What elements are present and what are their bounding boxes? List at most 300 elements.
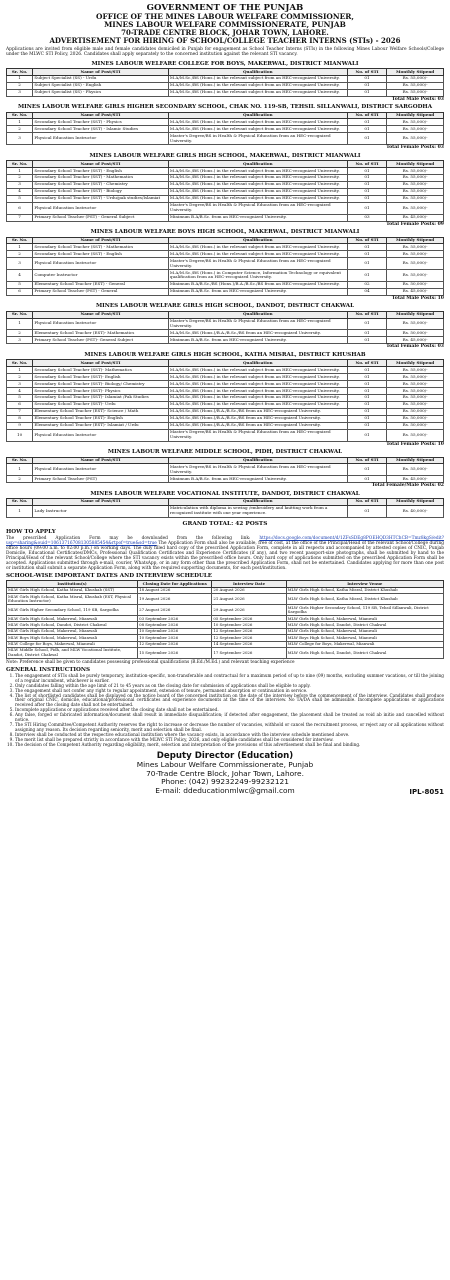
schedule-cell: 10 September 2026 <box>138 635 212 641</box>
cell-name: Secondary School Teacher (SST) - Biology <box>33 188 168 195</box>
cell-stipend: Rs. 55,000/- <box>387 202 444 214</box>
schedule-cell: 12 September 2026 <box>138 641 212 647</box>
cell-name: Secondary School Teacher (SST) - Physics <box>33 119 168 126</box>
cell-name: Physical Education Instructor <box>33 133 168 145</box>
cell-no: 01 <box>347 387 386 394</box>
column-header-qual: Qualification <box>168 237 347 244</box>
posts-header-row <box>7 237 444 244</box>
cell-no: 01 <box>347 429 386 441</box>
cell-qual: M.A/M.Sc./BS (Hons.) in the relevant subject from an HEC-recognized University. <box>168 394 347 401</box>
cell-sr: 7 <box>7 214 33 221</box>
header-line-1: GOVERNMENT OF THE PUNJAB <box>146 3 304 13</box>
table-row <box>7 288 444 295</box>
cell-stipend: Rs. 45,000/- <box>387 476 444 483</box>
table-row <box>7 429 444 441</box>
how-to-apply <box>6 529 444 572</box>
cell-no: 01 <box>347 270 386 282</box>
cell-sr: 2 <box>7 373 33 380</box>
cell-stipend: Rs. 55,000/- <box>387 133 444 145</box>
cell-no: 01 <box>347 258 386 270</box>
instruction-item: 9. The merit list shall be prepared strictly in accordance with the MLWC STI Policy, 2026, and only eligible candidates shall be considered for interview. <box>15 738 444 743</box>
column-header-no: No. of STI <box>347 112 386 119</box>
cell-no: 01 <box>347 330 386 337</box>
cell-qual: M.A/M.Sc./BS (Hons.)/B.A./B.Sc./BS from an HEC-recognized University. <box>168 422 347 429</box>
cell-sr: 7 <box>7 408 33 415</box>
table-row <box>7 119 444 126</box>
schedule-cell: 17 September 2026 <box>212 647 286 658</box>
cell-no: 01 <box>347 202 386 214</box>
cell-stipend: Rs. 50,000/- <box>387 415 444 422</box>
cell-qual: M.A/M.Sc./BS (Hons.) in the relevant subject from an HEC-recognized University. <box>168 366 347 373</box>
cell-no: 01 <box>347 181 386 188</box>
cell-sr: 1 <box>7 505 33 517</box>
cell-qual: M.A/M.Sc./BS (Hons.) in the relevant subject from an HEC-recognized University. <box>168 75 347 82</box>
column-header-sr: Sr. No. <box>7 311 33 318</box>
table-row <box>7 366 444 373</box>
schedule-cell: MLW Girls High School, Dandot, District Chakwal <box>286 647 443 658</box>
cell-qual: Minimum B.A/B.Sc. from an HEC-recognized University. <box>168 337 347 344</box>
cell-name: Physical Education Instructor <box>33 318 168 330</box>
cell-name: Secondary School Teacher (SST)- English <box>33 373 168 380</box>
table-row <box>7 647 444 658</box>
cell-stipend: Rs. 45,000/- <box>387 337 444 344</box>
section-5 <box>6 303 444 349</box>
schedule-cell: 21 August 2026 <box>212 594 286 605</box>
cell-stipend: Rs. 55,000/- <box>387 244 444 251</box>
posts-table <box>6 237 444 296</box>
cell-stipend: Rs. 50,000/- <box>387 330 444 337</box>
schedule-cell: 05 September 2026 <box>212 616 286 622</box>
schedule-cell: MLW Girls High School, Katha Misral, District Khushab <box>286 587 443 593</box>
cell-qual: M.A/M.Sc./BS (Hons.) in the relevant subject from an HEC-recognized University. <box>168 89 347 96</box>
instruction-item: 5. Incomplete applications or applications received after the closing date shall not be entertained. <box>15 708 444 713</box>
section-title: MINES LABOUR WELFARE GIRLS HIGH SCHOOL, KATHA MISRAL, DISTRICT KHUSHAB <box>84 351 366 358</box>
cell-no: 01 <box>347 337 386 344</box>
schedule-cell: 20 August 2026 <box>212 587 286 593</box>
cell-qual: M.A/M.Sc./BS (Hons.) in the relevant subject from an HEC-recognized University. <box>168 82 347 89</box>
column-header-stipend: Monthly Stipend <box>387 161 444 168</box>
cell-name: Secondary School Teacher (SST) - English <box>33 167 168 174</box>
column-header-qual: Qualification <box>168 360 347 367</box>
cell-name: Subject Specialist (SS) - English <box>33 82 168 89</box>
cell-no: 01 <box>347 476 386 483</box>
section-total: Total Female Posts: 03 <box>386 145 444 151</box>
section-7 <box>6 449 444 488</box>
cell-sr: 6 <box>7 202 33 214</box>
cell-sr: 1 <box>7 75 33 82</box>
cell-stipend: Rs. 55,000/- <box>387 89 444 96</box>
table-row <box>7 587 444 593</box>
instruction-item: 10. The decision of the Competent Authority regarding eligibility, merit, selection and interpretation of the provisions of this advertisement shall be final and binding. <box>15 743 444 748</box>
cell-qual: M.A/M.Sc./BS (Hons.) in the relevant subject from an HEC-recognized University. <box>168 126 347 133</box>
column-header-sr: Sr. No. <box>7 112 33 119</box>
how-to-apply-body: The Application Form shall also be available, free of cost, at the office of the Principal/Head of the relevant School/College during office hours (09:00 a.m. to 02:00 p.m.) on working days. The duly filled hard copy of the prescribed Application Form, complete in all respects and accompanied by attested copies of CNIC, Punjab Domicile, Educational Certificates/DMCs, Professional Qualification Certificates and Experience Certificates (if any), and two recent passport-size photographs, shall be submitted by hand to the Principal/Head of the relevant School/College where the STI vacancy exists within the prescribed office hours. Only hard copy of applications submitted on the prescribed Application Form shall be accepted. Applications submitted through e-mail, courier, WhatsApp, or in any form other than the prescribed Application Form, shall not be entertained. Candidates applying for more than one post or institution shall submit a separate Application Form, along with the required supporting documents, for each post/institution. <box>6 540 444 572</box>
cell-qual: Minimum B.A/B.Sc. from an HEC-recognized University. <box>168 476 347 483</box>
cell-name: Elementary School Teacher (EST)- Science / Math <box>33 408 168 415</box>
cell-stipend: Rs. 55,000/- <box>387 167 444 174</box>
table-row <box>7 422 444 429</box>
table-row <box>7 181 444 188</box>
header <box>6 4 444 45</box>
column-header-name: Name of Post/STI <box>33 360 168 367</box>
cell-sr: 2 <box>7 82 33 89</box>
cell-no: 01 <box>347 380 386 387</box>
intro-paragraph: Applications are invited from eligible male and female candidates domiciled in Punjab for engagement as School Teacher Interns (STIs) in the following Mines Labour Welfare Schools/College under the MLWC STI Policy, 2026. Candidates shall apply separately to the concerned institution against the relevant STI vacancy. <box>6 47 444 58</box>
cell-no: 01 <box>347 195 386 202</box>
cell-qual: M.A/M.Sc./BS (Hons.) in the relevant subject from an HEC-recognized University. <box>168 188 347 195</box>
table-row <box>7 167 444 174</box>
cell-sr: 1 <box>7 119 33 126</box>
section-title: MINES LABOUR WELFARE GIRLS HIGH SCHOOL, DANDOT, DISTRICT CHAKWAL <box>95 303 355 310</box>
cell-qual: M.A/M.Sc./BS (Hons.) in the relevant subject from an HEC-recognized University. <box>168 401 347 408</box>
cell-qual: M.A/M.Sc./BS (Hons.)/B.A./B.Sc./BS from an HEC-recognized University. <box>168 330 347 337</box>
cell-qual: M.A/M.Sc./BS (Hons.) in the relevant subject from an HEC-recognized University. <box>168 174 347 181</box>
posts-header-row <box>7 112 444 119</box>
table-row <box>7 318 444 330</box>
column-header-name: Name of Post/STI <box>33 498 168 505</box>
table-row <box>7 244 444 251</box>
cell-name: Elementary School Teacher (EST)- Mathematics <box>33 330 168 337</box>
cell-no: 01 <box>347 318 386 330</box>
table-row <box>7 505 444 517</box>
cell-name: Elementary School Teacher (EST)- Islamiat / Urdu <box>33 422 168 429</box>
schedule-body <box>7 587 444 658</box>
posts-header-row <box>7 457 444 464</box>
cell-qual: Master's Degree/BS in Health & Physical Education from an HEC-recognized University. <box>168 202 347 214</box>
schedule-cell: 12 September 2026 <box>212 628 286 634</box>
instruction-item: 1. The engagement of STIs shall be purely temporary, institution-specific, non-transferable and contractual for a maximum period of up to nine (09) months, excluding summer vacations, or till the joining of a regular incumbent, whichever is earlier. <box>15 674 444 684</box>
table-row <box>7 415 444 422</box>
cell-name: Primary School Teacher (PST) - General <box>33 288 168 295</box>
cell-no: 01 <box>347 119 386 126</box>
cell-name: Elementary School Teacher (EST)- English <box>33 415 168 422</box>
table-row <box>7 387 444 394</box>
cell-sr: 5 <box>7 394 33 401</box>
how-to-apply-text <box>6 536 444 572</box>
schedule-column-header: Institution(s) <box>7 581 138 588</box>
cell-sr: 5 <box>7 281 33 288</box>
cell-qual: Master's Degree/BS in Health & Physical Education from an HEC-recognized University. <box>168 464 347 476</box>
cell-name: Elementary School Teacher (EST) - General <box>33 281 168 288</box>
cell-stipend: Rs. 55,000/- <box>387 195 444 202</box>
table-row <box>7 394 444 401</box>
advertisement-page <box>6 0 444 796</box>
cell-name: Secondary School Teacher (SST) - Mathematics <box>33 244 168 251</box>
schedule-cell: MLW Girls High School, Katha Misral, Khushab (SST) <box>7 587 138 593</box>
cell-no: 01 <box>347 133 386 145</box>
column-header-no: No. of STI <box>347 161 386 168</box>
posts-header-row <box>7 498 444 505</box>
cell-sr: 1 <box>7 167 33 174</box>
cell-name: Computer Instructor <box>33 270 168 282</box>
cell-no: 01 <box>347 366 386 373</box>
section-title: MINES LABOUR WELFARE VOCATIONAL INSTITUTE, DANDOT, DISTRICT CHAKWAL <box>90 490 360 497</box>
cell-stipend: Rs. 45,000/- <box>387 214 444 221</box>
cell-name: Secondary School Teacher (SST) - Islamic Studies <box>33 126 168 133</box>
instruction-item: 6. Any false, forged or fabricated information/document shall result in immediate disqualification; if detected after engagement, the placement shall be treated as void ab initio and cancelled without notice. <box>15 713 444 723</box>
cell-qual: M.A/M.Sc./BS (Hons.) in the relevant subject from an HEC-recognized University. <box>168 251 347 258</box>
cell-no: 01 <box>347 244 386 251</box>
schedule-cell: MLW Girls High School, Makerwal, Mianwali <box>286 616 443 622</box>
table-row <box>7 174 444 181</box>
cell-qual: M.A/M.Sc./BS (Hons.) in the relevant subject from an HEC-recognized University. <box>168 387 347 394</box>
schedule-cell: MLW Boys High School, Makerwal, Mianwali <box>7 635 138 641</box>
posts-header-row <box>7 161 444 168</box>
column-header-no: No. of STI <box>347 457 386 464</box>
cell-no: 01 <box>347 415 386 422</box>
cell-sr: 1 <box>7 464 33 476</box>
table-row <box>7 281 444 288</box>
instruction-item: 7. The STI Hiring Committee/Competent Authority reserves the right to increase or decrease the number of vacancies, withhold or cancel the recruitment process, or reject any or all applications without assigning any reason. Its decision regarding seniority, merit and selection shall be final. <box>15 723 444 733</box>
cell-name: Physical Education Instructor <box>33 258 168 270</box>
cell-sr: 4 <box>7 387 33 394</box>
cell-stipend: Rs. 55,000/- <box>387 126 444 133</box>
column-header-name: Name of Post/STI <box>33 457 168 464</box>
footer-title: Deputy Director (Education) <box>156 750 294 761</box>
cell-no: 01 <box>347 394 386 401</box>
cell-sr: 2 <box>7 174 33 181</box>
cell-name: Subject Specialist (SS) - Physics <box>33 89 168 96</box>
schedule-cell: MLW Girls High School, Katha Misral, Khushab (EST, Physical Education Instructor) <box>7 594 138 605</box>
cell-sr: 10 <box>7 429 33 441</box>
cell-name: Physical Education Instructor <box>33 202 168 214</box>
cell-name: Primary School Teacher (PST) <box>33 476 168 483</box>
cell-stipend: Rs. 55,000/- <box>387 258 444 270</box>
column-header-stipend: Monthly Stipend <box>387 498 444 505</box>
schedule-cell: 29 August 2026 <box>212 605 286 616</box>
cell-no: 01 <box>347 464 386 476</box>
cell-qual: M.A/M.Sc./BS (Hons.)/B.A./B.Sc./BS from an HEC-recognized University. <box>168 408 347 415</box>
cell-sr: 1 <box>7 244 33 251</box>
cell-no: 01 <box>347 89 386 96</box>
cell-name: Physical Education Instructor <box>33 464 168 476</box>
column-header-name: Name of Post/STI <box>33 311 168 318</box>
posts-table <box>6 112 444 146</box>
cell-stipend: Rs. 55,000/- <box>387 394 444 401</box>
table-row <box>7 258 444 270</box>
table-row <box>7 270 444 282</box>
cell-name: Secondary School Teacher (SST) - Urdu/pak studies/Islamiat <box>33 195 168 202</box>
footer-address-1: Mines Labour Welfare Commissionerate, Punjab <box>136 760 314 770</box>
ipl-code: IPL-8051 <box>409 787 444 796</box>
cell-stipend: Rs. 55,000/- <box>387 188 444 195</box>
cell-qual: M.A/M.Sc./BS (Hons.) in the relevant subject from an HEC-recognized University. <box>168 119 347 126</box>
cell-sr: 3 <box>7 337 33 344</box>
posts-table <box>6 498 444 518</box>
column-header-name: Name of Post/STI <box>33 161 168 168</box>
cell-sr: 4 <box>7 188 33 195</box>
cell-stipend: Rs. 50,000/- <box>387 281 444 288</box>
section-total: Total Male Posts: 03 <box>391 96 444 102</box>
column-header-stipend: Monthly Stipend <box>387 360 444 367</box>
cell-name: Subject Specialist (SS) - Urdu <box>33 75 168 82</box>
cell-name: Secondary School Teacher (SST) - Chemistry <box>33 181 168 188</box>
cell-stipend: Rs. 55,000/- <box>387 174 444 181</box>
cell-no: 01 <box>347 75 386 82</box>
schedule-title: SCHOOL-WISE IMPORTANT DATES AND INTERVIEW SCHEDULE <box>6 573 213 580</box>
cell-stipend: Rs. 55,000/- <box>387 387 444 394</box>
cell-name: Lady Instructor <box>33 505 168 517</box>
general-instructions-list <box>6 674 444 748</box>
cell-no: 01 <box>347 82 386 89</box>
cell-name: Secondary School Teacher (SST)- Physics <box>33 387 168 394</box>
header-line-2: OFFICE OF THE MINES LABOUR WELFARE COMMISSIONER, <box>96 12 354 21</box>
posts-sections <box>6 61 444 518</box>
schedule-cell: MLW Girls High School, Dandot, District Chakwal <box>286 622 443 628</box>
cell-name: Secondary School Teacher (SST)- Urdu <box>33 401 168 408</box>
cell-sr: 3 <box>7 181 33 188</box>
cell-sr: 3 <box>7 258 33 270</box>
cell-sr: 5 <box>7 195 33 202</box>
schedule-cell: 12 September 2026 <box>212 635 286 641</box>
schedule-table <box>6 580 444 659</box>
cell-stipend: Rs. 55,000/- <box>387 181 444 188</box>
section-title: MINES LABOUR WELFARE BOYS HIGH SCHOOL, MAKERWAL, DISTRICT MIANWALI <box>90 229 360 236</box>
cell-no: 01 <box>347 174 386 181</box>
cell-no: 01 <box>347 373 386 380</box>
cell-no: 01 <box>347 408 386 415</box>
cell-stipend: Rs. 55,000/- <box>387 464 444 476</box>
section-total: Total Female Posts: 03 <box>386 344 444 350</box>
how-to-apply-lead: The prescribed Application Form may be downloaded from the following link: <box>6 535 251 541</box>
cell-sr: 6 <box>7 288 33 295</box>
section-2 <box>6 104 444 150</box>
schedule-cell: MLW College for Boys, Makerwal, Mianwali <box>286 641 443 647</box>
cell-qual: M.A/M.Sc./BS (Hons.) in the relevant subject from an HEC-recognized University. <box>168 167 347 174</box>
cell-qual: Master's Degree/BS in Health & Physical Education from an HEC-recognized University. <box>168 258 347 270</box>
cell-stipend: Rs. 55,000/- <box>387 82 444 89</box>
cell-sr: 8 <box>7 415 33 422</box>
cell-stipend: Rs. 50,000/- <box>387 422 444 429</box>
cell-sr: 3 <box>7 89 33 96</box>
column-header-no: No. of STI <box>347 360 386 367</box>
cell-name: Primary School Teacher (PST) - General Subject <box>33 214 168 221</box>
table-row <box>7 251 444 258</box>
schedule-column-header: Interview Venue <box>286 581 443 588</box>
column-header-stipend: Monthly Stipend <box>387 457 444 464</box>
cell-qual: M.A/M.Sc./BS (Hons.) in the relevant subject from an HEC-recognized University. <box>168 244 347 251</box>
general-instructions <box>6 667 444 748</box>
table-row <box>7 380 444 387</box>
section-title: MINES LABOUR WELFARE COLLEGE FOR BOYS, MAKERWAL, DISTRICT MIANWALI <box>91 60 359 67</box>
cell-qual: M.A/M.Sc./BS (Hons.) in the relevant subject from an HEC-recognized University. <box>168 181 347 188</box>
posts-header-row <box>7 69 444 76</box>
section-total: Total Female/Male Posts: 02 <box>371 483 444 489</box>
interview-schedule <box>6 573 444 659</box>
grand-total: GRAND TOTAL: 42 POSTS <box>182 520 268 527</box>
footer-email[interactable]: E-mail: ddeducationmlwc@gmail.com <box>155 785 295 795</box>
column-header-no: No. of STI <box>347 498 386 505</box>
cell-no: 01 <box>347 188 386 195</box>
cell-name: Secondary School Teacher (SST) - English <box>33 251 168 258</box>
cell-stipend: Rs. 55,000/- <box>387 119 444 126</box>
table-row <box>7 133 444 145</box>
cell-no: 01 <box>347 167 386 174</box>
section-total: Total Male Posts: 10 <box>391 295 444 301</box>
instruction-item: 8. Interview shall be conducted at the respective educational institution where the vacancy exists, in accordance with the interview schedule mentioned above. <box>15 733 444 738</box>
column-header-no: No. of STI <box>347 237 386 244</box>
header-line-3: MINES LABOUR WELFARE COMMISSIONERATE, PUNJAB <box>104 20 346 30</box>
column-header-sr: Sr. No. <box>7 69 33 76</box>
footer <box>6 752 444 796</box>
cell-no: 04 <box>347 288 386 295</box>
schedule-column-header: Interview Date <box>212 581 286 588</box>
cell-no: 01 <box>347 422 386 429</box>
column-header-qual: Qualification <box>168 311 347 318</box>
section-3 <box>6 153 444 227</box>
schedule-cell: MLW Middle School, Pidh, and MLW Vocational Institute, Dandot, District Chakwal <box>7 647 138 658</box>
table-row <box>7 401 444 408</box>
table-row <box>7 408 444 415</box>
footer-address-2: 70-Trade Centre Block, Johar Town, Lahore. <box>146 768 304 778</box>
general-instructions-title: GENERAL INSTRUCTIONS <box>6 666 91 673</box>
column-header-name: Name of Post/STI <box>33 112 168 119</box>
posts-table <box>6 359 444 441</box>
section-total: Total Female Posts: 10 <box>386 441 444 447</box>
cell-stipend: Rs. 55,000/- <box>387 251 444 258</box>
table-row <box>7 75 444 82</box>
cell-no: 02 <box>347 281 386 288</box>
cell-qual: Matriculation with diploma in sewing /embroidery and knitting work from a recognized institute with one year experience. <box>168 505 347 517</box>
cell-name: Secondary School Teacher (SST) - Mathematics <box>33 174 168 181</box>
cell-qual: M.A/M.Sc./BS (Hons.) in the relevant subject from an HEC-recognized University. <box>168 195 347 202</box>
instruction-item: 2. Only candidates falling within the age limit of 21 to 45 years as on the closing date for submission of applications shall be eligible to apply. <box>15 684 444 689</box>
table-row <box>7 214 444 221</box>
application-form-link[interactable]: https://docs.google.com/document/d/1ZFsSDEg8POEHQD3HTChCB=Tmz8kgS/edit?usp=sharing&ouid=106137167081305885454&rtpof=true&sd=true <box>6 535 444 546</box>
schedule-cell: MLW Girls Higher Secondary School, 119 SB, Tehsil Sillanwali, District Sargodha <box>286 605 443 616</box>
cell-stipend: Rs. 55,000/- <box>387 75 444 82</box>
section-total: Total Female Posts: 09 <box>386 221 444 227</box>
posts-table <box>6 160 444 221</box>
posts-table <box>6 311 444 345</box>
table-row <box>7 82 444 89</box>
cell-qual: M.A/M.Sc./BS (Hons.) in the relevant subject from an HEC-recognized University. <box>168 373 347 380</box>
section-title: MINES LABOUR WELFARE GIRLS HIGHER SECONDARY SCHOOL, CHAK NO. 119-SB, TEHSIL SILLANWALI, DISTRICT SARGODHA <box>17 104 433 111</box>
posts-table <box>6 457 444 484</box>
cell-sr: 4 <box>7 270 33 282</box>
posts-header-row <box>7 311 444 318</box>
schedule-cell: MLW Girls High School, Makerwal, Mianwali <box>286 628 443 634</box>
cell-stipend: Rs. 55,000/- <box>387 270 444 282</box>
schedule-cell: MLW Girls High School, Makerwal, Mianwali <box>7 616 138 622</box>
cell-stipend: Rs. 40,000/- <box>387 505 444 517</box>
cell-name: Secondary School Teacher (SST)- Mathematics <box>33 366 168 373</box>
cell-stipend: Rs. 45,000/- <box>387 288 444 295</box>
schedule-cell: MLW College for Boys, Makerwal, Mianwali <box>7 641 138 647</box>
cell-qual: M.A/M.Sc./BS (Hons.) in Computer Science, Information Technology or equivalent qualification from an HEC-recognized University. <box>168 270 347 282</box>
section-title: MINES LABOUR WELFARE GIRLS HIGH SCHOOL, MAKERWAL, DISTRICT MIANWALI <box>89 152 361 159</box>
column-header-qual: Qualification <box>168 457 347 464</box>
cell-qual: M.A/M.Sc./BS (Hons.)/B.A./B.Sc./BS from an HEC-recognized University. <box>168 415 347 422</box>
table-row <box>7 605 444 616</box>
cell-name: Physical Education Instructor <box>33 429 168 441</box>
how-to-apply-title: HOW TO APPLY <box>6 528 56 535</box>
footer-phone: Phone: (042) 99232249-99232121 <box>161 777 289 787</box>
preference-note: Note: Preference shall be given to candidates possessing professional qualifications (B.Ed./M.Ed.) and relevant teaching experience <box>6 659 295 665</box>
table-row <box>7 188 444 195</box>
table-row <box>7 202 444 214</box>
schedule-cell: 03 September 2026 <box>138 616 212 622</box>
cell-sr: 2 <box>7 476 33 483</box>
cell-sr: 1 <box>7 318 33 330</box>
schedule-cell: MLW Boys High School, Makerwal, Mianwali <box>286 635 443 641</box>
column-header-qual: Qualification <box>168 498 347 505</box>
cell-sr: 2 <box>7 251 33 258</box>
column-header-sr: Sr. No. <box>7 457 33 464</box>
section-6 <box>6 352 444 447</box>
section-1 <box>6 61 444 103</box>
cell-qual: M.A/M.Sc./BS (Hons.) in the relevant subject from an HEC-recognized University. <box>168 380 347 387</box>
